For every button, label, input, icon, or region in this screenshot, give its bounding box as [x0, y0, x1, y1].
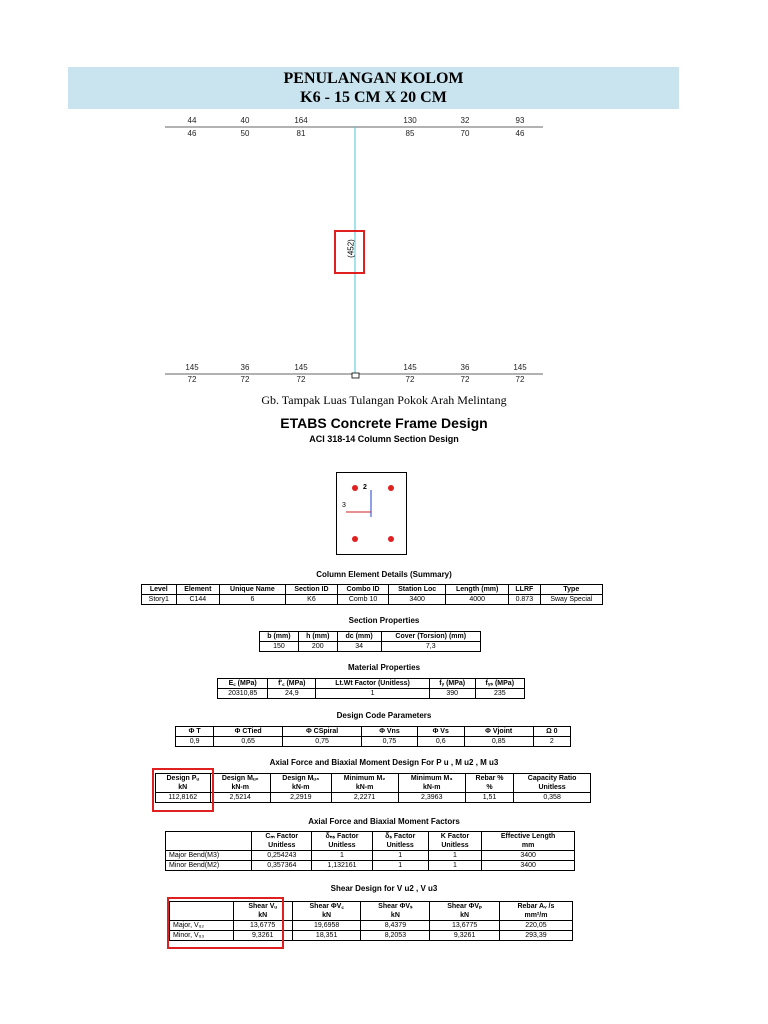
cell: 24,9 — [268, 689, 316, 699]
bottom-row1-val: 145 — [185, 363, 199, 372]
design-code-title: Design Code Parameters — [336, 711, 432, 720]
col-section-id: Section ID — [285, 585, 337, 595]
cell: Minor, Vᵤ₃ — [170, 931, 234, 941]
bottom-row1-val: 145 — [513, 363, 527, 372]
cell: Sway Special — [540, 595, 602, 605]
design-pu-highlight — [152, 768, 214, 812]
col-ec: E꜀ (MPa) — [218, 679, 268, 689]
cell: 1 — [372, 861, 428, 871]
center-label: (452) — [346, 239, 356, 258]
cell: 1 — [312, 851, 372, 861]
col-shear-phivp: Shear ΦVₚ kN — [430, 902, 500, 921]
cell: 0,9 — [176, 737, 214, 747]
table-header-row — [176, 727, 571, 737]
moment-factors-title: Axial Force and Biaxial Moment Factors — [308, 817, 460, 826]
top-row1-val: 40 — [240, 116, 250, 125]
table-row — [166, 851, 575, 861]
top-row1-val: 44 — [187, 116, 197, 125]
cell: Comb 10 — [338, 595, 389, 605]
cell: 9,3261 — [233, 931, 292, 941]
cell: 293,39 — [499, 931, 572, 941]
bottom-row2-val: 72 — [240, 375, 250, 384]
cell: 1 — [372, 851, 428, 861]
report-title: ETABS Concrete Frame Design — [280, 415, 488, 431]
figure-caption: Gb. Tampak Luas Tulangan Pokok Arah Melintang — [261, 393, 507, 407]
cell: 2,2271 — [331, 793, 398, 803]
cell: 235 — [475, 689, 524, 699]
col-fy: fᵧ (MPa) — [429, 679, 475, 689]
col-rebar: Rebar % % — [465, 774, 513, 793]
cell: 0.873 — [509, 595, 541, 605]
cell: 112,8162 — [156, 793, 211, 803]
table-header-row — [260, 632, 481, 642]
top-row1-val: 130 — [403, 116, 417, 125]
col-design-pu: Design Pᵤ kN — [156, 774, 211, 793]
cell: 4000 — [446, 595, 509, 605]
table-header-row — [156, 774, 591, 793]
top-row2-val: 46 — [187, 129, 197, 138]
cell: 9,3261 — [430, 931, 500, 941]
cell: 150 — [260, 642, 299, 652]
element-details-title: Column Element Details (Summary) — [316, 570, 452, 579]
col-design-mu2: Design Mᵤ₂ kN-m — [210, 774, 270, 793]
cell: 7,3 — [381, 642, 480, 652]
bottom-row2-val: 72 — [187, 375, 197, 384]
col-min-m2: Minimum M₂ kN-m — [331, 774, 398, 793]
cell: 2,2919 — [270, 793, 331, 803]
axis-3-label: 3 — [342, 502, 346, 509]
cell: 0,85 — [464, 737, 533, 747]
col-capacity: Capacity Ratio Unitless — [514, 774, 591, 793]
cell: 1,51 — [465, 793, 513, 803]
col-fc: f'꜀ (MPa) — [268, 679, 316, 689]
cell: 20310,85 — [218, 689, 268, 699]
table-row — [218, 689, 525, 699]
col-rebar-av: Rebar Aᵥ /s mm²/m — [499, 902, 572, 921]
table-row — [142, 595, 603, 605]
col-phi-t: Φ T — [176, 727, 214, 737]
cell: 0,357364 — [252, 861, 312, 871]
col-phi-ctied: Φ CTied — [214, 727, 283, 737]
col-cm: Cₘ Factor Unitless — [252, 832, 312, 851]
cell: 220,05 — [499, 921, 572, 931]
col-length: Length (mm) — [446, 585, 509, 595]
table-header-row — [218, 679, 525, 689]
bottom-row1-val: 145 — [403, 363, 417, 372]
top-row2-val: 81 — [296, 129, 306, 138]
col-fys: fᵧₛ (MPa) — [475, 679, 524, 689]
top-row2-val: 50 — [240, 129, 250, 138]
cell: 8,2053 — [361, 931, 430, 941]
cell: 390 — [429, 689, 475, 699]
cell: Story1 — [142, 595, 177, 605]
table-row — [260, 642, 481, 652]
col-omega: Ω 0 — [533, 727, 570, 737]
cell: 2 — [533, 737, 570, 747]
top-row2-val: 85 — [405, 129, 415, 138]
cell: 1,132161 — [312, 861, 372, 871]
cell: 1 — [428, 851, 481, 861]
shear-vu-highlight — [167, 897, 284, 949]
cell: Minor Bend(M2) — [166, 861, 252, 871]
bottom-row1-val: 145 — [294, 363, 308, 372]
cell: 1 — [316, 689, 430, 699]
top-row1-val: 93 — [515, 116, 525, 125]
col-level: Level — [142, 585, 177, 595]
cell: 0,75 — [362, 737, 418, 747]
cell: 0,358 — [514, 793, 591, 803]
bottom-row1-val: 36 — [460, 363, 470, 372]
bottom-row2-val: 72 — [460, 375, 470, 384]
top-row1-val: 164 — [294, 116, 308, 125]
col-dns: δₙₛ Factor Unitless — [312, 832, 372, 851]
col-ltwt: Lt.Wt Factor (Unitless) — [316, 679, 430, 689]
table-row — [156, 793, 591, 803]
table-header-row — [166, 832, 575, 851]
cell: 2,5214 — [210, 793, 270, 803]
table-row — [176, 737, 571, 747]
cell: 19,6958 — [292, 921, 361, 931]
top-row1-val: 32 — [460, 116, 470, 125]
cell: 6 — [220, 595, 286, 605]
moment-factors-table — [165, 831, 575, 871]
col-cover: Cover (Torsion) (mm) — [381, 632, 480, 642]
col-phi-cspiral: Φ CSpiral — [282, 727, 361, 737]
cell: Major, Vᵤ₂ — [170, 921, 234, 931]
cell: 8,4379 — [361, 921, 430, 931]
cell: 3400 — [482, 861, 575, 871]
axis-2-label: 2 — [363, 484, 367, 491]
header-banner — [68, 67, 679, 109]
col-unique-name: Unique Name — [220, 585, 286, 595]
col-shear-phivs: Shear ΦVₛ kN — [361, 902, 430, 921]
col-combo-id: Combo ID — [338, 585, 389, 595]
cell: 13,6775 — [233, 921, 292, 931]
material-properties-table — [217, 678, 525, 699]
col-dc: dc (mm) — [337, 632, 381, 642]
bottom-row2-val: 72 — [405, 375, 415, 384]
header-line2: K6 - 15 CM X 20 CM — [300, 89, 447, 106]
cell: 34 — [337, 642, 381, 652]
axial-force-table — [155, 773, 591, 803]
cell: 0,75 — [282, 737, 361, 747]
cell: 3400 — [389, 595, 446, 605]
table-row — [166, 861, 575, 871]
col-type: Type — [540, 585, 602, 595]
cell: 1 — [428, 861, 481, 871]
section-properties-table — [259, 631, 481, 652]
section-properties-title: Section Properties — [348, 616, 420, 625]
col-shear-vu: Shear Vᵤ kN — [233, 902, 292, 921]
col-ds: δₛ Factor Unitless — [372, 832, 428, 851]
cell: 3400 — [482, 851, 575, 861]
top-row2-val: 70 — [460, 129, 470, 138]
cell: C144 — [176, 595, 219, 605]
design-code-table — [175, 726, 571, 747]
cell: 2,3963 — [398, 793, 465, 803]
col-blank — [166, 832, 252, 851]
cell: 200 — [298, 642, 337, 652]
shear-design-title: Shear Design for V u2 , V u3 — [330, 884, 438, 893]
col-station-loc: Station Loc — [389, 585, 446, 595]
bottom-row2-val: 72 — [296, 375, 306, 384]
col-h: h (mm) — [298, 632, 337, 642]
report-subtitle: ACI 318-14 Column Section Design — [309, 434, 459, 444]
top-row2-val: 46 — [515, 129, 525, 138]
col-eff-length: Effective Length mm — [482, 832, 575, 851]
rebar-diagram — [165, 114, 543, 386]
col-element: Element — [176, 585, 219, 595]
bottom-row1-val: 36 — [240, 363, 250, 372]
col-k: K Factor Unitless — [428, 832, 481, 851]
cell: 13,6775 — [430, 921, 500, 931]
col-min-m3: Minimum M₃ kN-m — [398, 774, 465, 793]
table-header-row — [142, 585, 603, 595]
cell: Major Bend(M3) — [166, 851, 252, 861]
cell: 0,254243 — [252, 851, 312, 861]
element-details-table — [141, 584, 603, 605]
highlight-box — [334, 230, 365, 274]
col-shear-phivc: Shear ΦV꜀ kN — [292, 902, 361, 921]
header-line1: PENULANGAN KOLOM — [283, 70, 464, 87]
cell: 0,65 — [214, 737, 283, 747]
material-properties-title: Material Properties — [347, 663, 421, 672]
col-phi-vs: Φ Vs — [417, 727, 464, 737]
cell: 0,6 — [417, 737, 464, 747]
bottom-row2-val: 72 — [515, 375, 525, 384]
axial-force-title: Axial Force and Biaxial Moment Design For P u , M u2 , M u3 — [269, 758, 499, 767]
cell: K6 — [285, 595, 337, 605]
col-design-mu3: Design Mᵤ₃ kN-m — [270, 774, 331, 793]
cell: 18,351 — [292, 931, 361, 941]
col-llrf: LLRF — [509, 585, 541, 595]
section-sketch-drawing — [336, 472, 407, 555]
col-phi-vjoint: Φ Vjoint — [464, 727, 533, 737]
col-b: b (mm) — [260, 632, 299, 642]
col-phi-vns: Φ Vns — [362, 727, 418, 737]
section-sketch — [336, 472, 407, 555]
